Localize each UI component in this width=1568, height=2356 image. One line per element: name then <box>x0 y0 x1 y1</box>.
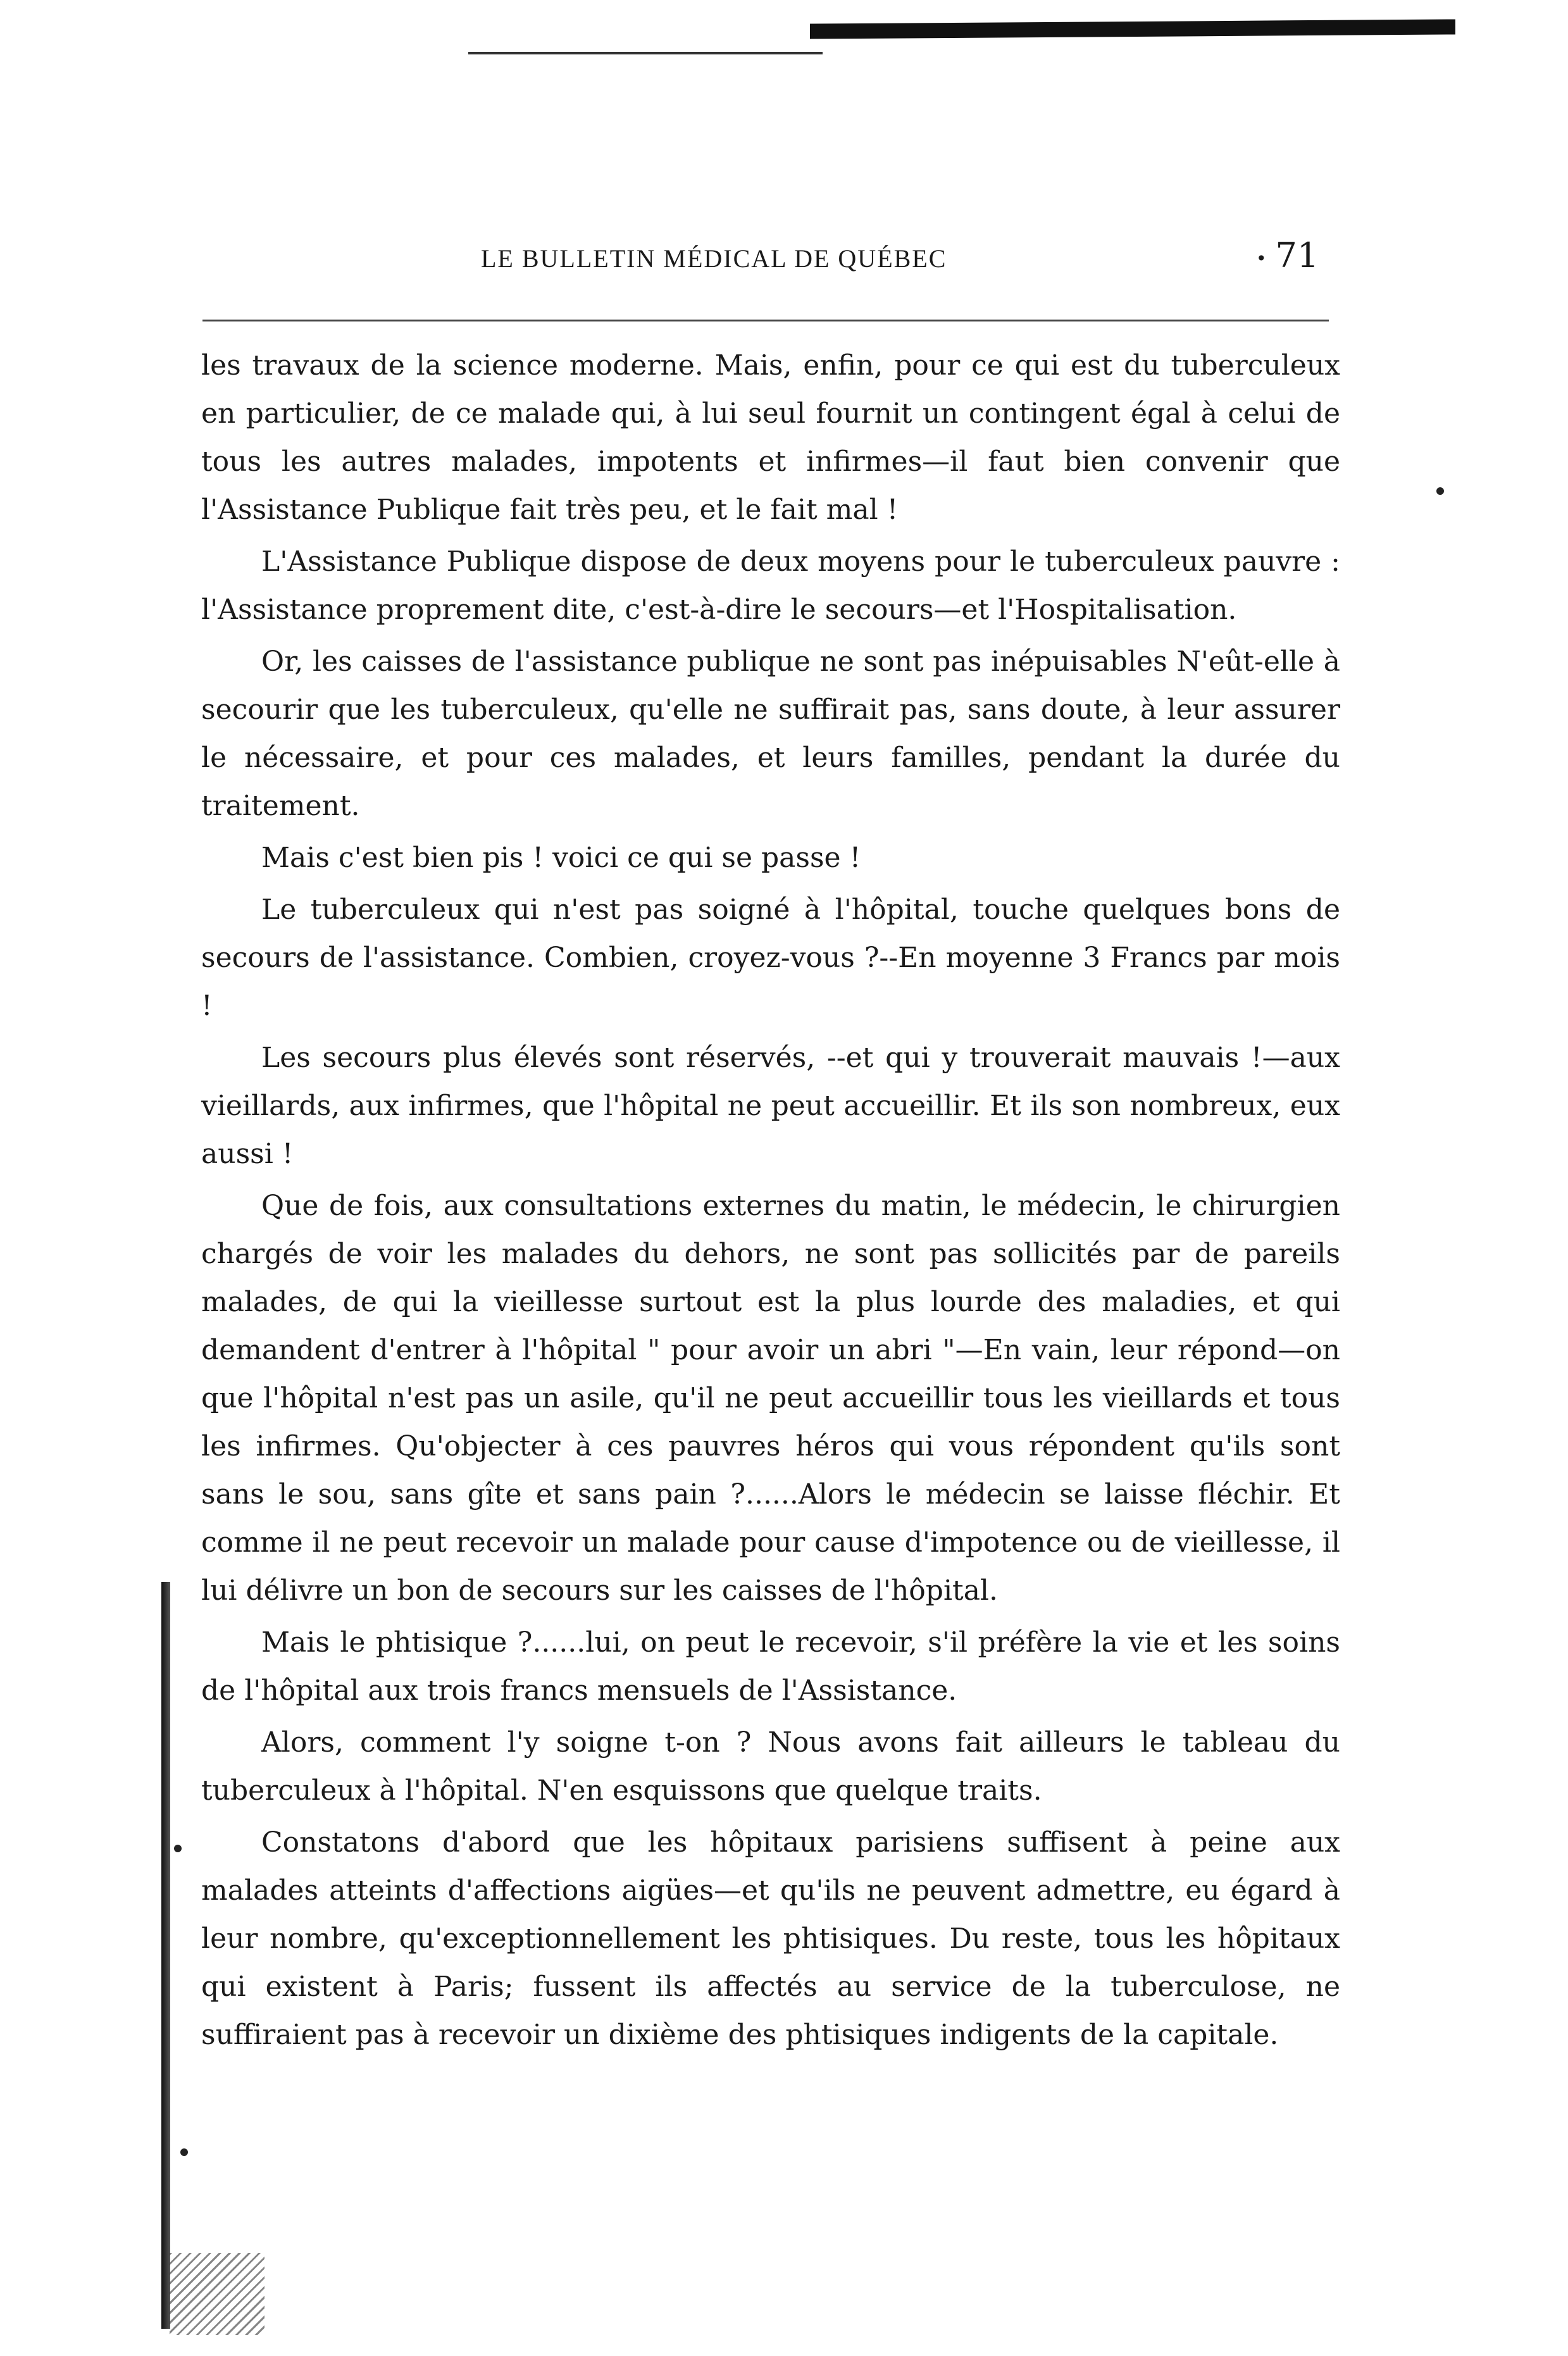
page-number: • 71 <box>1256 235 1319 275</box>
running-header-title: LE BULLETIN MÉDICAL DE QUÉBEC <box>481 244 947 273</box>
margin-speck <box>174 1845 182 1852</box>
top-border-rule-thick <box>810 19 1455 39</box>
paragraph-5: Le tuberculeux qui n'est pas soigné à l'hôpital, touche quelques bons de secours de l'assistance. Combien, croyez-vous ?--En moyenne 3 Francs par mois ! <box>201 894 1340 1022</box>
paragraph-3: Or, les caisses de l'assistance publique ne sont pas inépuisables N'eût-elle à secourir que les tuberculeux, qu'elle ne suffirait pas, sans doute, à leur assurer le nécessaire, et pour ces malades, et leurs familles, pendant la durée du traitement. <box>201 645 1340 822</box>
paragraph-7: Que de fois, aux consultations externes du matin, le médecin, le chirurgien chargés de voir les malades du dehors, ne sont pas sollicités par de pareils malades, de qui la vieillesse surtout est la plus lourde des maladies, et qui demandent d'entrer à l'hôpital " pour avoir un abri "—En vain, leur répond—on que l'hôpital n'est pas un asile, qu'il ne peut accueillir tous les vieillards et tous les infirmes. Qu'objecter à ces pauvres héros qui vous répondent qu'ils sont sans le sou, sans gîte et sans pain ?......Alors le médecin se laisse fléchir. Et comme il ne peut recevoir un malade pour cause d'impotence ou de vieillesse, il lui délivre un bon de secours sur les caisses de l'hôpital. <box>201 1190 1340 1607</box>
paragraph-1: les travaux de la science moderne. Mais, enfin, pour ce qui est du tuberculeux en particulier, de ce malade qui, à lui seul fournit un contingent égal à celui de tous les autres malades, impotents et infirmes—il faut bien convenir que l'Assistance Publique fait très peu, et le fait mal ! <box>201 349 1340 526</box>
paragraph-10: Constatons d'abord que les hôpitaux parisiens suffisent à peine aux malades atteints d'affections aigües—et qu'ils ne peuvent admettre, eu égard à leur nombre, qu'exceptionnellement les phtisiques. Du reste, tous les hôpitaux qui existent à Paris; fussent ils affectés au service de la tuberculose, ne suffiraient pas à recevoir un dixième des phtisiques indigents de la capitale. <box>201 1826 1340 2051</box>
paragraph-6: Les secours plus élevés sont réservés, --et qui y trouverait mauvais !—aux vieillards, aux infirmes, que l'hôpital ne peut accueillir. Et ils son nombreux, eux aussi ! <box>201 1042 1340 1170</box>
paragraph-8: Mais le phtisique ?......lui, on peut le recevoir, s'il préfère la vie et les soins de l'hôpital aux trois francs mensuels de l'Assistance. <box>201 1626 1340 1707</box>
paragraph-2: L'Assistance Publique dispose de deux moyens pour le tuberculeux pauvre : l'Assistance proprement dite, c'est-à-dire le secours—et l'Hospitalisation. <box>201 545 1340 626</box>
top-border-rule-thin <box>468 52 823 54</box>
margin-speck <box>1436 487 1444 495</box>
binding-edge-shadow <box>161 1582 170 2329</box>
header-divider <box>202 320 1329 321</box>
margin-speck <box>180 2148 188 2156</box>
article-body <box>201 342 1340 2063</box>
paragraph-9: Alors, comment l'y soigne t-on ? Nous avons fait ailleurs le tableau du tuberculeux à l'hôpital. N'en esquissons que quelque traits. <box>201 1726 1340 1807</box>
paragraph-4: Mais c'est bien pis ! voici ce qui se passe ! <box>261 842 861 874</box>
scan-edge-specks <box>170 2253 264 2335</box>
